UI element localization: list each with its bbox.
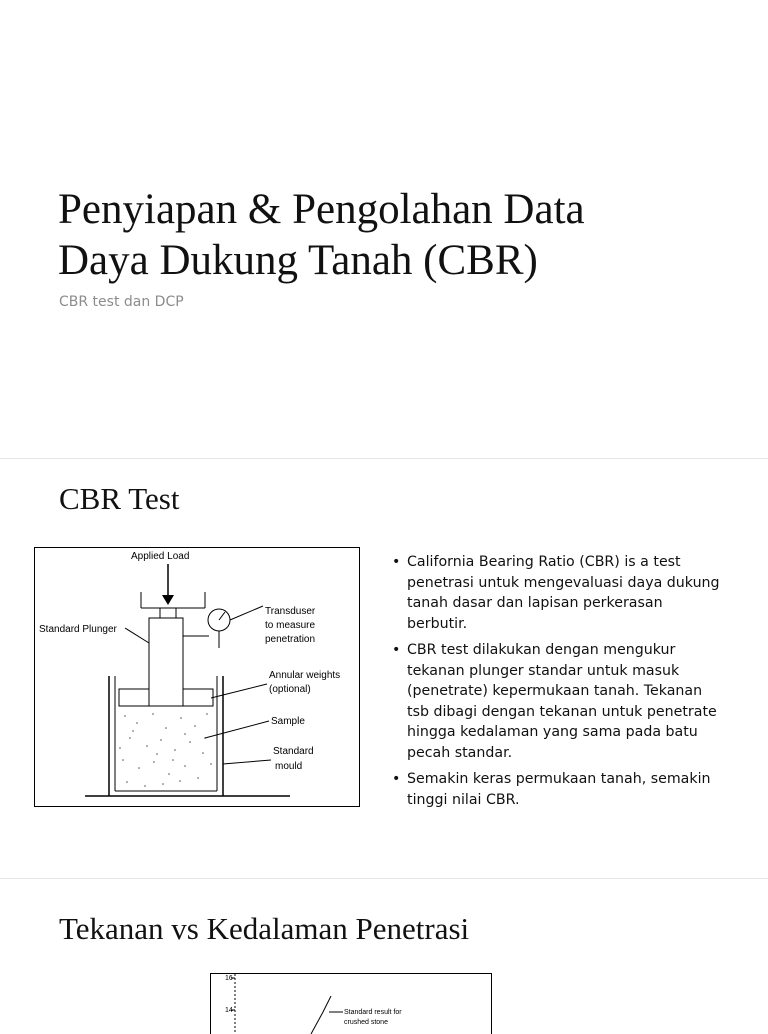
cbr-apparatus-diagram (34, 547, 360, 807)
label-applied-load: Applied Load (131, 551, 190, 562)
bullet-item: • CBR test dilakukan dengan mengukur tekanan plunger standar untuk masuk (penetrate) kepermukaan tanah. Tekanan tsb dibagi dengan tekanan untuk penetrate hingga kedalaman yang sama pada batu pecah standar. (392, 640, 722, 763)
load-arrow-head (162, 595, 174, 605)
label-annular-1: Annular weights (269, 670, 341, 681)
pressure-penetration-graph (210, 973, 492, 1034)
label-transducer-1: Transduser (265, 606, 316, 617)
pressure-penetration-slide (0, 878, 768, 1025)
standard-plunger (149, 618, 183, 706)
presentation-title (58, 184, 738, 286)
tick-16: 16 (225, 975, 233, 982)
label-mould-1: Standard (273, 746, 314, 757)
bullet-list (392, 552, 722, 816)
slide-heading: CBR Test (59, 481, 180, 516)
label-sample: Sample (271, 716, 305, 727)
presentation-subtitle: CBR test dan DCP (59, 294, 184, 310)
title-line-2: Daya Dukung Tanah (CBR) (58, 237, 538, 284)
cbr-test-slide (0, 458, 768, 879)
label-mould-2: mould (275, 761, 303, 772)
tick-14: 14 (225, 1007, 233, 1014)
annular-weight-right (183, 689, 213, 706)
annotation-line-1: Standard result for (344, 1009, 402, 1016)
label-standard-plunger: Standard Plunger (39, 624, 117, 635)
bullet-item: • Semakin keras permukaan tanah, semakin tinggi nilai CBR. (392, 769, 722, 810)
bullet-item: • California Bearing Ratio (CBR) is a test penetrasi untuk mengevaluasi daya dukung tanah dasar dan lapisan perkerasan berbutir. (392, 552, 722, 634)
soil-sample (116, 707, 216, 790)
slide-heading: Tekanan vs Kedalaman Penetrasi (59, 911, 470, 946)
label-annular-2: (optional) (269, 684, 311, 695)
title-slide (0, 0, 768, 458)
standard-curve (311, 996, 331, 1034)
title-line-1: Penyiapan & Pengolahan Data (58, 186, 585, 233)
annotation-line-2: crushed stone (344, 1019, 388, 1026)
annular-weight-left (119, 689, 149, 706)
label-transducer-2: to measure (265, 620, 316, 631)
label-transducer-3: penetration (265, 634, 316, 645)
